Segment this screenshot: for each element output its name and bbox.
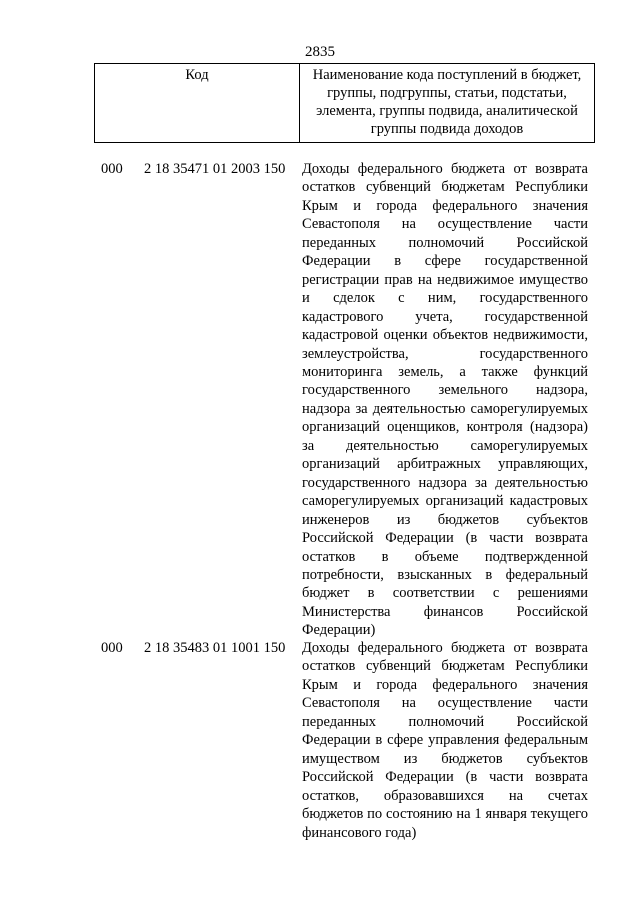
table-header: [94, 63, 595, 143]
header-code-label: Код: [185, 67, 209, 83]
admin-code: 000: [101, 161, 123, 177]
income-code: 2 18 35471 01 2003 150: [144, 161, 286, 177]
header-name-label: Наименование кода поступлений в бюджет, группы, подгруппы, статьи, подстатьи, элемента, группы подвида, аналитической группы подвида доходов: [312, 67, 582, 137]
admin-code: 000: [101, 640, 123, 656]
income-description: Доходы федерального бюджета от возврата остатков субвенций бюджетам Республики Крым и города федерального значения Севастополя на осуществление части переданных полномочий Российской Федерации в сфере управления федеральным имуществом из бюджетов субъектов Российской Федерации (в части возврата остатков, образовавшихся на счетах бюджетов по состоянию на 1 января текущего финансового года): [302, 640, 588, 841]
income-description: Доходы федерального бюджета от возврата остатков субвенций бюджетам Республики Крым и города федерального значения Севастополя на осуществление части переданных полномочий Российской Федерации в сфере государственной регистрации прав на недвижимое имущество и сделок с ним, государственного кадастрового учета, государственной кадастровой оценки объектов недвижимости, землеустройства, государственного мониторинга земель, а также функций государственного земельного надзора, надзора за деятельностью саморегулируемых организаций оценщиков, контроля (надзора) за деятельностью саморегулируемых организаций арбитражных управляющих, государственного надзора за деятельностью саморегулируемых организаций кадастровых инженеров из бюджетов субъектов Российской Федерации (в части возврата остатков в объеме подтвержденной потребности, взысканных в федеральный бюджет в соответствии с решениями Министерства финансов Российской Федерации): [302, 161, 588, 639]
page-number: 2835: [305, 44, 335, 60]
income-code: 2 18 35483 01 1001 150: [144, 640, 286, 656]
